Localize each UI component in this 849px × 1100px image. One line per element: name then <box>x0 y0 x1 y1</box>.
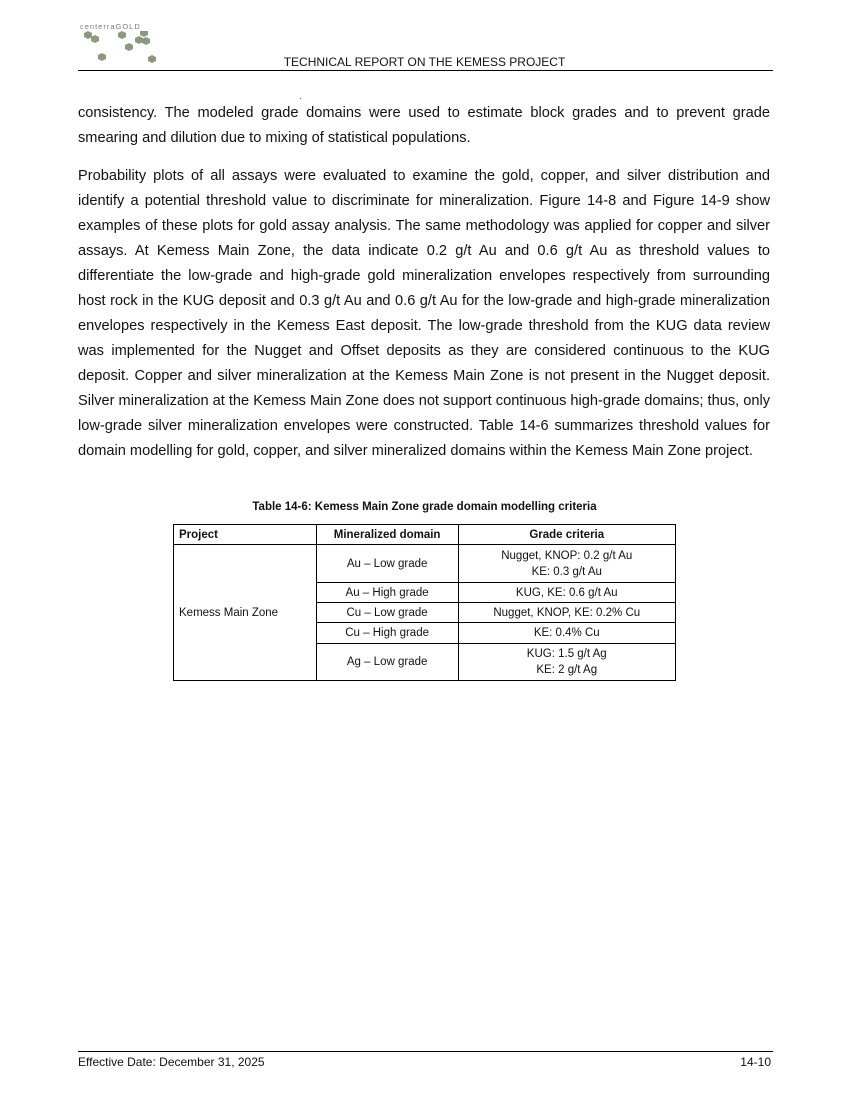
criteria-line: KE: 2 g/t Ag <box>536 664 598 676</box>
criteria-cell: Nugget, KNOP, KE: 0.2% Cu <box>458 603 676 623</box>
table-header-cell: Project <box>174 525 317 545</box>
criteria-line: KE: 0.3 g/t Au <box>531 565 602 578</box>
table-row <box>174 545 676 583</box>
body-text <box>78 101 770 477</box>
criteria-line: KUG: 1.5 g/t Ag <box>526 648 607 660</box>
table-header-cell: Mineralized domain <box>316 525 458 545</box>
table-header-row <box>174 525 676 545</box>
domain-cell: Au – High grade <box>316 583 458 603</box>
criteria-line: Nugget, KNOP: 0.2 g/t Au <box>501 549 633 562</box>
domain-cell: Ag – Low grade <box>316 644 458 681</box>
footer-divider <box>78 1051 773 1052</box>
table-header-cell: Grade criteria <box>458 525 676 545</box>
header-divider <box>78 70 773 71</box>
project-cell: Kemess Main Zone <box>174 545 317 681</box>
logo-wordmark: centerraGOLD <box>80 22 141 31</box>
domain-cell: Cu – Low grade <box>316 603 458 623</box>
stray-mark <box>300 98 301 99</box>
criteria-cell <box>458 644 676 681</box>
criteria-cell <box>458 545 676 583</box>
paragraph: consistency. The modeled grade domains were used to estimate block grades and to prevent grade smearing and dilution due to mixing of statistical populations. <box>78 105 770 146</box>
effective-date: Effective Date: December 31, 2025 <box>78 1055 265 1069</box>
page-header-title: TECHNICAL REPORT ON THE KEMESS PROJECT <box>283 55 566 69</box>
paragraph: Probability plots of all assays were evaluated to examine the gold, copper, and silver distribution and identify a potential threshold value to discriminate for mineralization. Figure 14-8 and Figure 14-9 show examples of these plots for gold assay analysis. The same methodology was applied for copper and silver assays. At Kemess Main Zone, the data indicate 0.2 g/t Au and 0.6 g/t Au as threshold values to differentiate the low-grade and high-grade gold mineralization envelopes respectively from surrounding host rock in the KUG deposit and 0.3 g/t Au and 0.6 g/t Au for the low-grade and high-grade mineralization envelopes respectively in the Kemess East deposit. The low-grade threshold from the KUG data review was implemented for the Nugget and Offset deposits as they are considered continuous to the KUG deposit. Copper and silver mineralization at the Kemess Main Zone is not present in the Nugget deposit. Silver mineralization at the Kemess Main Zone does not support continuous high-grade domains; thus, only low-grade silver mineralization envelopes were constructed. Table 14-6 summarizes threshold values for domain modelling for gold, copper, and silver mineralized domains within the Kemess Main Zone project. <box>78 168 770 459</box>
page-number: 14-10 <box>740 1055 771 1069</box>
domain-cell: Au – Low grade <box>316 545 458 583</box>
grade-criteria-table <box>173 524 676 681</box>
criteria-cell: KE: 0.4% Cu <box>458 623 676 644</box>
domain-cell: Cu – High grade <box>316 623 458 644</box>
criteria-cell: KUG, KE: 0.6 g/t Au <box>458 583 676 603</box>
table-caption: Table 14-6: Kemess Main Zone grade domain modelling criteria <box>252 501 597 513</box>
